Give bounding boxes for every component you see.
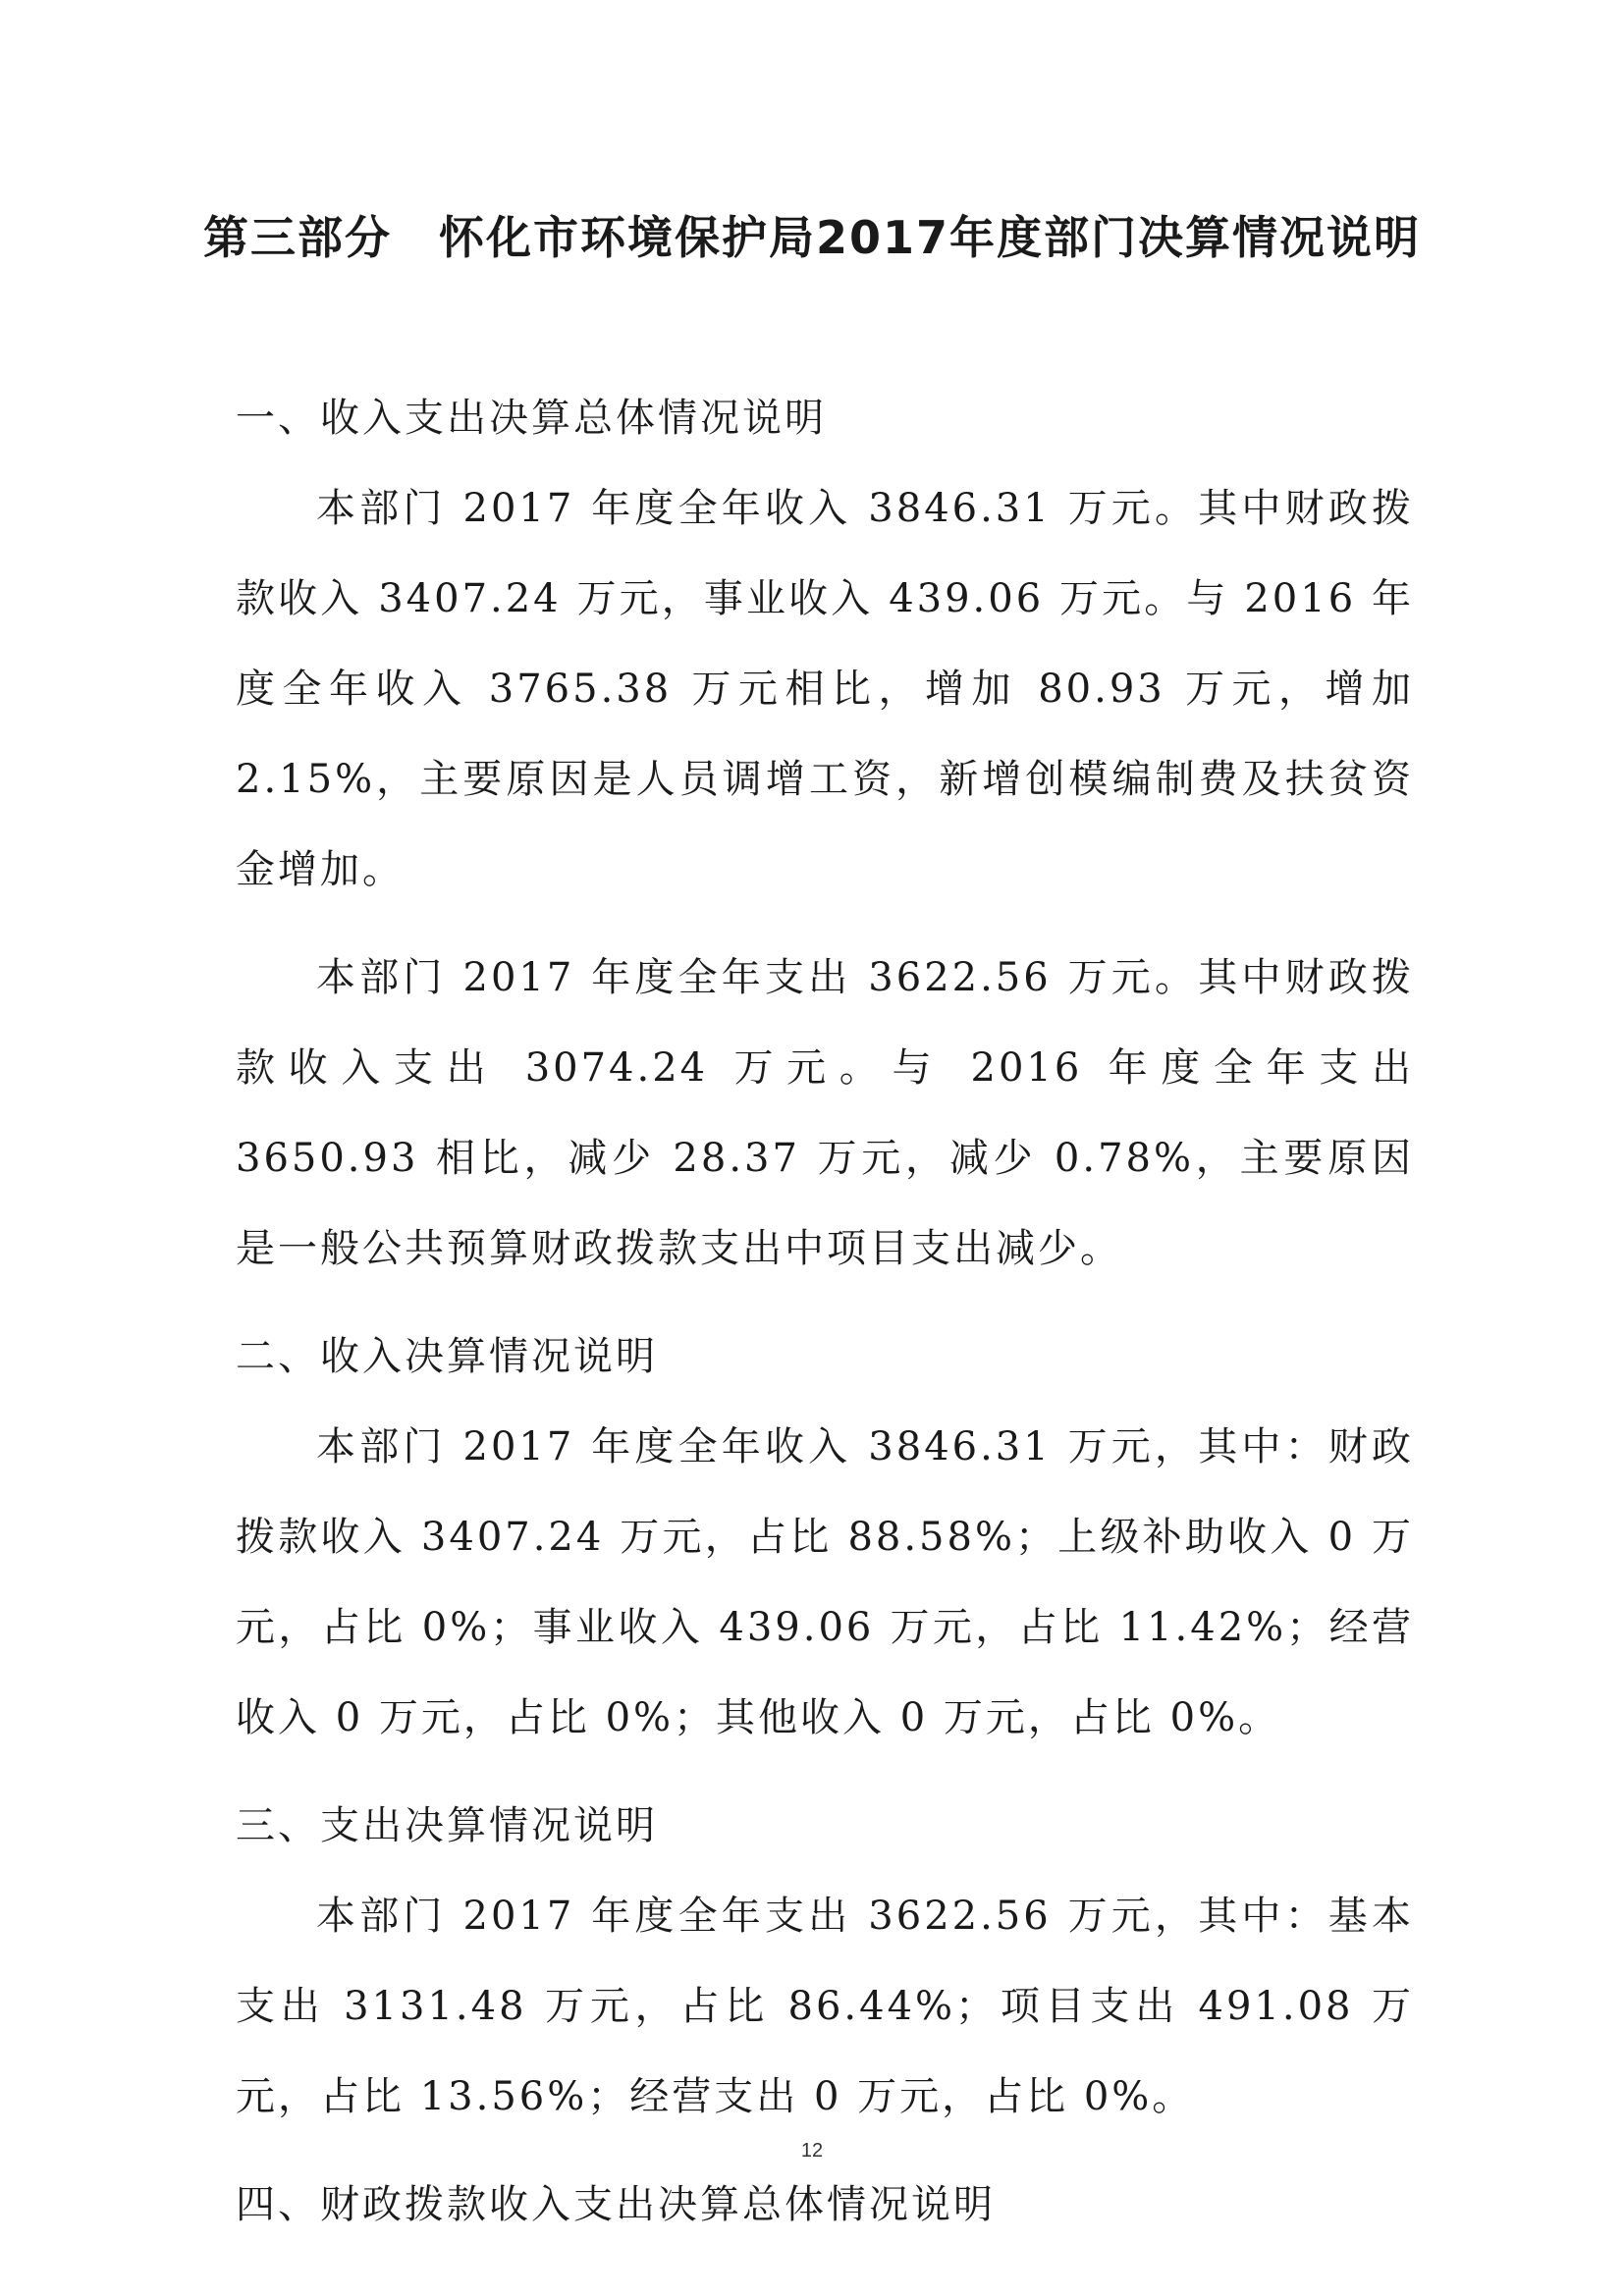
section-1-paragraph-2: 本部门 2017 年度全年支出 3622.56 万元。其中财政拨款收入支出 3074.24 万元。与 2016 年度全年支出 3650.93 相比，减少 28.37 万元，减少 0.78%，主要原因是一般公共预算财政拨款支出中项目支出减少。 (236, 955, 1414, 1271)
section-2-paragraph-1: 本部门 2017 年度全年收入 3846.31 万元，其中：财政拨款收入 3407.24 万元，占比 88.58%；上级补助收入 0 万元，占比 0%；事业收入 439.06 万元，占比 11.42%；经营收入 0 万元，占比 0%；其他收入 0 万元，占比 0%。 (236, 1424, 1414, 1740)
section-heading-2: 二、收入决算情况说明 (236, 1334, 658, 1379)
section-heading-3: 三、支出决算情况说明 (236, 1803, 658, 1848)
section-heading-4: 四、财政拨款收入支出决算总体情况说明 (236, 2182, 996, 2227)
section-1-paragraph-1: 本部门 2017 年度全年收入 3846.31 万元。其中财政拨款收入 3407.24 万元，事业收入 439.06 万元。与 2016 年度全年收入 3765.38 万元相比，增加 80.93 万元，增加 2.15%，主要原因是人员调增工资，新增创模编制费及扶贫资金增加。 (236, 486, 1414, 892)
page-title: 第三部分 怀化市环境保护局2017年度部门决算情况说明 (202, 211, 1422, 264)
section-heading-1: 一、收入支出决算总体情况说明 (236, 396, 827, 441)
page-number: 12 (800, 2140, 824, 2162)
section-3-paragraph-1: 本部门 2017 年度全年支出 3622.56 万元，其中：基本支出 3131.48 万元，占比 86.44%；项目支出 491.08 万元，占比 13.56%；经营支出 0 万元，占比 0%。 (236, 1894, 1414, 2119)
document-body (236, 373, 1414, 2250)
